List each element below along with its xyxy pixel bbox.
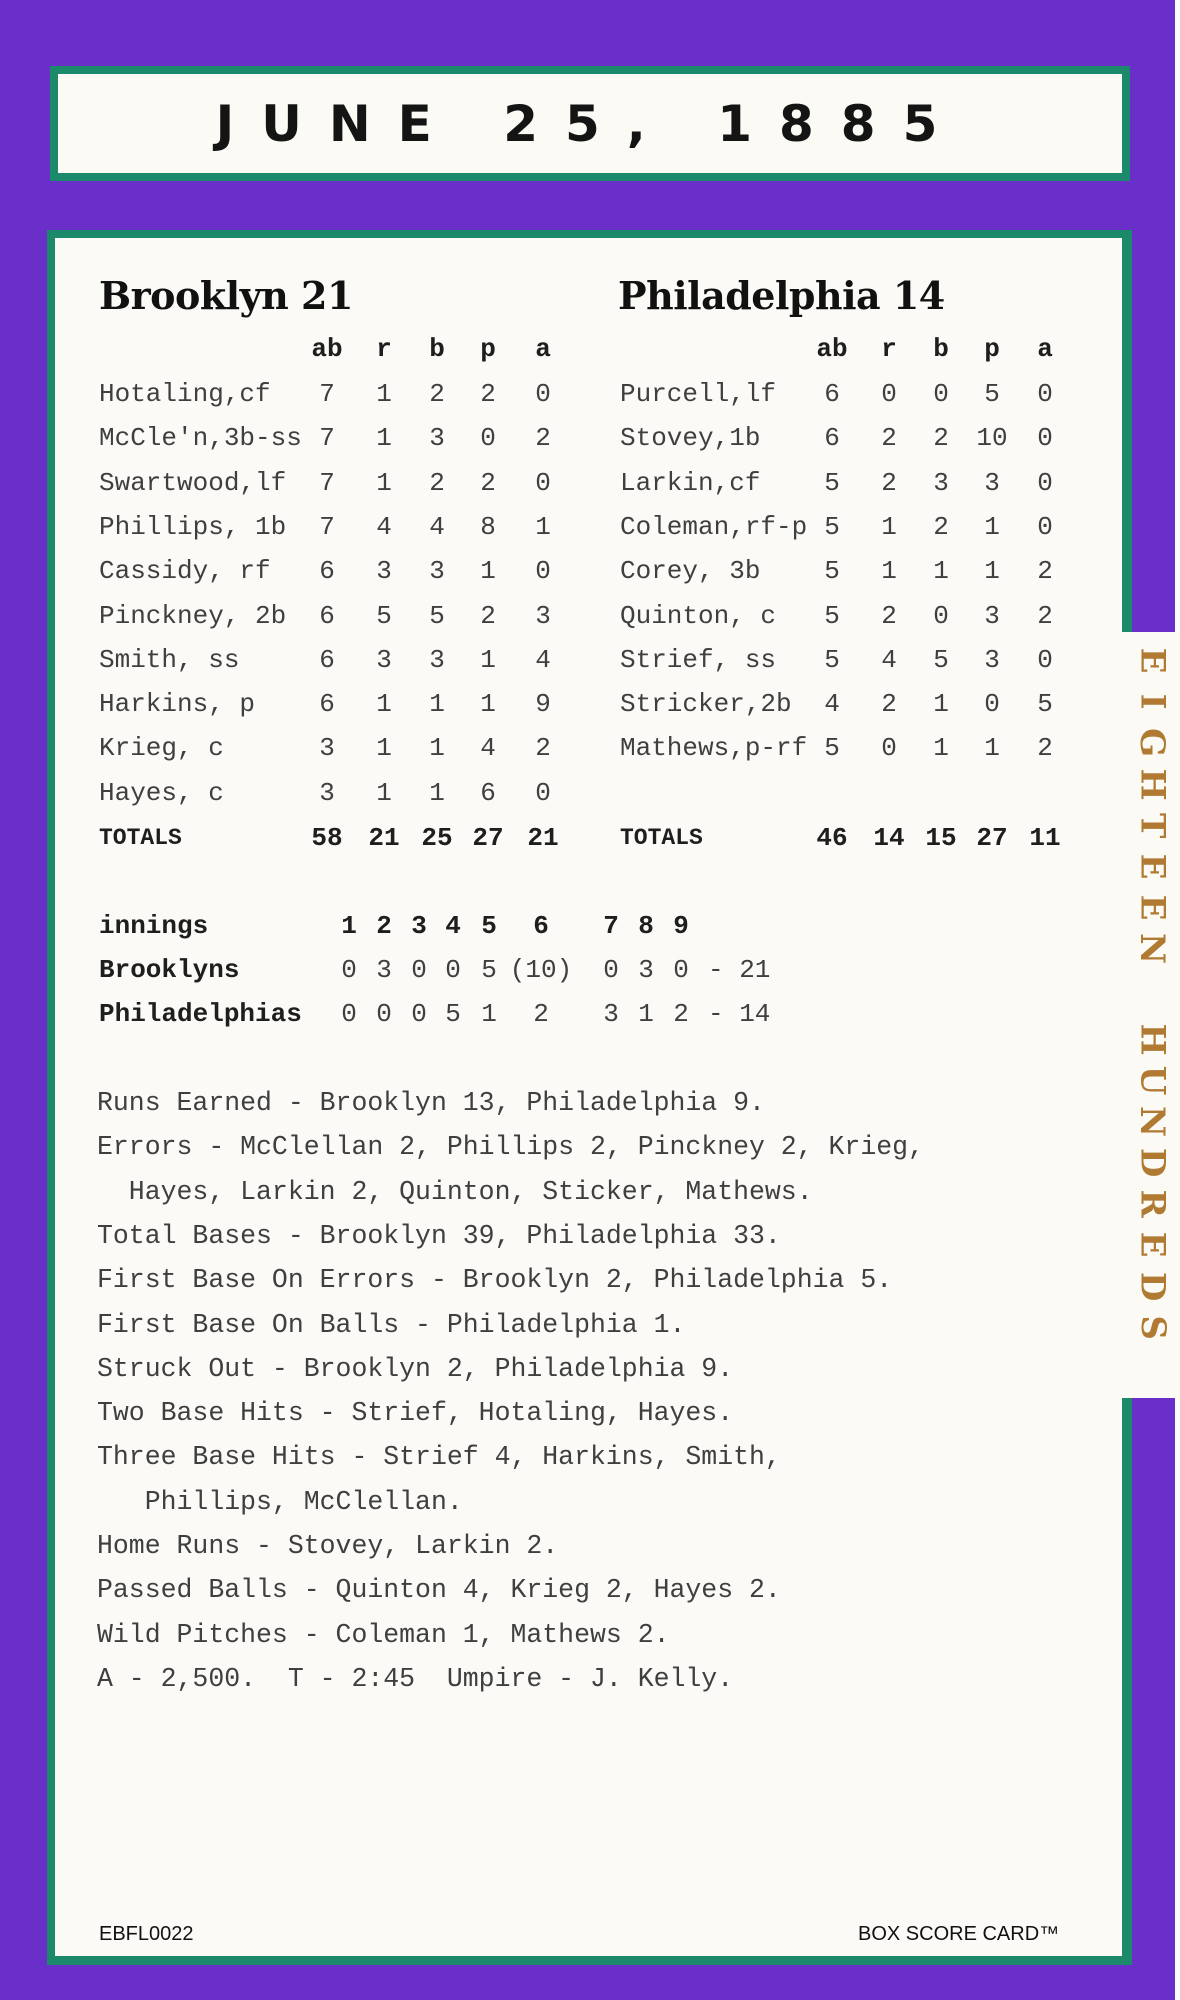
- home-player-ab: 3: [319, 777, 335, 808]
- inning-score: 0: [341, 955, 357, 985]
- home-player-ab: 6: [319, 600, 335, 631]
- away-player-name: Mathews,p-rf: [620, 733, 808, 764]
- away-player-p: 3: [984, 644, 1000, 675]
- home-player-r: 5: [376, 600, 392, 631]
- game-note: Passed Balls - Quinton 4, Krieg 2, Hayes 2.: [97, 1575, 781, 1606]
- home-player-ab: 6: [319, 556, 335, 587]
- home-player-a: 3: [535, 600, 551, 631]
- home-player-name: Smith, ss: [99, 644, 240, 675]
- home-player-p: 1: [480, 644, 496, 675]
- away-player-r: 2: [881, 467, 897, 498]
- home-player-r: 1: [376, 777, 392, 808]
- away-player-r: 2: [881, 423, 897, 454]
- game-note: First Base On Errors - Brooklyn 2, Philadelphia 5.: [97, 1265, 893, 1296]
- away-player-name: Purcell,lf: [620, 379, 777, 409]
- away-player-ab: 5: [824, 733, 840, 764]
- away-header-r: r: [881, 334, 897, 364]
- home-player-b: 3: [429, 556, 445, 587]
- home-player-ab: 6: [319, 689, 335, 720]
- away-player-name: Strief, ss: [620, 644, 777, 675]
- linescore-team: Philadelphias: [99, 999, 302, 1029]
- home-player-name: Pinckney, 2b: [99, 600, 287, 631]
- away-header-p: p: [984, 334, 1000, 364]
- away-player-name: Corey, 3b: [620, 556, 761, 587]
- away-player-ab: 6: [824, 423, 840, 454]
- away-player-p: 3: [984, 467, 1000, 498]
- away-player-ab: 6: [824, 379, 840, 409]
- linescore-team: Brooklyns: [99, 955, 240, 985]
- away-header-a: a: [1037, 334, 1053, 364]
- side-tab-letter: D: [1132, 1271, 1173, 1301]
- away-player-a: 0: [1037, 644, 1053, 675]
- side-tab-letter: E: [1132, 1232, 1173, 1258]
- away-player-p: 1: [984, 556, 1000, 587]
- home-player-ab: 7: [319, 379, 335, 409]
- home-player-a: 0: [535, 556, 551, 587]
- home-player-a: 0: [535, 467, 551, 498]
- side-tab-letter: [1125, 988, 1174, 1000]
- side-tab-label: [1126, 640, 1172, 1348]
- away-totals-b: 15: [925, 823, 957, 853]
- away-player-r: 0: [881, 379, 897, 409]
- inning-score: 0: [673, 955, 689, 985]
- away-player-ab: 5: [824, 644, 840, 675]
- page-title: JUNE 25, 1885: [215, 94, 965, 153]
- inning-score: 2: [533, 999, 549, 1029]
- home-header-p: p: [480, 334, 496, 364]
- linescore-label: innings: [99, 911, 209, 941]
- away-player-ab: 5: [824, 511, 840, 542]
- side-tab-letter: R: [1132, 1189, 1173, 1218]
- away-player-a: 0: [1037, 423, 1053, 454]
- away-header-ab: ab: [816, 334, 848, 364]
- home-player-a: 1: [535, 511, 551, 542]
- home-player-p: 2: [480, 467, 496, 498]
- game-note: Phillips, McClellan.: [97, 1486, 463, 1517]
- home-player-b: 2: [429, 467, 445, 498]
- card-code: EBFL0022: [99, 1923, 194, 1945]
- home-player-p: 1: [480, 689, 496, 720]
- home-header-a: a: [535, 334, 551, 364]
- home-player-ab: 3: [319, 733, 335, 764]
- side-tab-letter: S: [1132, 1315, 1173, 1340]
- away-player-r: 2: [881, 689, 897, 720]
- away-player-b: 3: [933, 467, 949, 498]
- home-player-name: Harkins, p: [99, 689, 256, 720]
- away-header-b: b: [933, 334, 949, 364]
- away-player-b: 5: [933, 644, 949, 675]
- away-player-r: 0: [881, 733, 897, 764]
- away-player-p: 1: [984, 733, 1000, 764]
- away-player-r: 1: [881, 511, 897, 542]
- home-player-name: Phillips, 1b: [99, 511, 287, 542]
- away-player-p: 0: [984, 689, 1000, 720]
- game-note: Wild Pitches - Coleman 1, Mathews 2.: [97, 1619, 670, 1650]
- home-player-a: 2: [535, 423, 551, 454]
- home-player-name: Hayes, c: [99, 777, 224, 808]
- away-player-a: 0: [1037, 467, 1053, 498]
- linescore-total: - 21: [708, 955, 771, 985]
- side-tab-letter: E: [1132, 647, 1173, 674]
- date-header: [50, 66, 1130, 181]
- away-player-p: 5: [984, 379, 1000, 409]
- away-player-p: 10: [976, 423, 1008, 454]
- inning-score: (10): [509, 955, 573, 985]
- side-tab-letter: E: [1132, 853, 1173, 880]
- inning-number: 6: [533, 911, 549, 941]
- home-player-p: 8: [480, 511, 496, 542]
- home-player-b: 5: [429, 600, 445, 631]
- game-note: Home Runs - Stovey, Larkin 2.: [97, 1531, 559, 1561]
- side-tab-letter: H: [1132, 768, 1173, 801]
- home-player-name: Swartwood,lf: [99, 467, 287, 498]
- home-player-a: 4: [535, 644, 551, 675]
- home-totals-b: 25: [421, 823, 453, 853]
- home-player-name: Hotaling,cf: [99, 379, 271, 409]
- home-player-name: Krieg, c: [99, 733, 224, 764]
- away-player-r: 1: [881, 556, 897, 587]
- side-tab-letter: T: [1132, 812, 1173, 838]
- inning-score: 2: [673, 999, 689, 1029]
- away-player-r: 2: [881, 600, 897, 631]
- away-totals-label: TOTALS: [620, 825, 703, 851]
- inning-score: 3: [603, 999, 619, 1029]
- home-player-b: 1: [429, 733, 445, 764]
- home-player-p: 6: [480, 777, 496, 808]
- home-player-r: 1: [376, 689, 392, 720]
- home-player-a: 2: [535, 733, 551, 764]
- home-player-b: 1: [429, 777, 445, 808]
- away-player-a: 2: [1037, 600, 1053, 631]
- inning-number: 7: [603, 911, 619, 941]
- inning-number: 3: [411, 911, 427, 941]
- away-player-b: 2: [933, 423, 949, 454]
- away-totals-a: 11: [1029, 823, 1061, 853]
- home-player-p: 1: [480, 556, 496, 587]
- home-player-b: 4: [429, 511, 445, 542]
- home-player-a: 0: [535, 777, 551, 808]
- home-player-p: 0: [480, 423, 496, 454]
- away-player-b: 1: [933, 556, 949, 587]
- away-player-name: Coleman,rf-p: [620, 511, 808, 542]
- home-player-r: 1: [376, 379, 392, 409]
- inning-score: 0: [411, 999, 427, 1029]
- away-player-r: 4: [881, 644, 897, 675]
- away-player-name: Stovey,1b: [620, 423, 761, 454]
- home-totals-a: 21: [527, 823, 559, 853]
- home-player-p: 4: [480, 733, 496, 764]
- home-header-ab: ab: [311, 334, 343, 364]
- away-player-name: Quinton, c: [620, 600, 777, 631]
- game-note: Struck Out - Brooklyn 2, Philadelphia 9.: [97, 1353, 734, 1384]
- home-player-r: 1: [376, 733, 392, 764]
- date-header-panel: [58, 74, 1122, 173]
- away-player-ab: 5: [824, 556, 840, 587]
- away-player-ab: 5: [824, 467, 840, 498]
- home-player-name: Cassidy, rf: [99, 556, 271, 587]
- side-tab-letter: G: [1132, 728, 1173, 758]
- away-player-a: 2: [1037, 556, 1053, 587]
- side-tab-letter: D: [1132, 1147, 1173, 1178]
- inning-number: 4: [445, 911, 461, 941]
- game-note: First Base On Balls - Philadelphia 1.: [97, 1309, 686, 1340]
- inning-score: 0: [376, 999, 392, 1029]
- home-player-r: 3: [376, 556, 392, 587]
- inning-score: 1: [481, 999, 497, 1029]
- home-team-title: Brooklyn 21: [99, 273, 353, 318]
- home-player-r: 1: [376, 423, 392, 454]
- away-totals-r: 14: [873, 823, 905, 853]
- away-player-ab: 4: [824, 689, 840, 720]
- game-note: A - 2,500. T - 2:45 Umpire - J. Kelly.: [97, 1663, 734, 1694]
- home-player-b: 2: [429, 379, 445, 409]
- away-player-b: 0: [933, 379, 949, 409]
- game-note: Two Base Hits - Strief, Hotaling, Hayes.: [97, 1398, 734, 1429]
- inning-score: 5: [445, 999, 461, 1029]
- home-player-name: McCle'n,3b-ss: [99, 423, 302, 454]
- inning-score: 0: [603, 955, 619, 985]
- linescore-total: - 14: [708, 999, 771, 1029]
- inning-score: 0: [445, 955, 461, 985]
- away-player-b: 0: [933, 600, 949, 631]
- game-note: Hayes, Larkin 2, Quinton, Sticker, Mathews.: [97, 1176, 813, 1207]
- side-tab-letter: N: [1132, 933, 1173, 965]
- home-player-ab: 7: [319, 467, 335, 498]
- away-player-b: 2: [933, 511, 949, 542]
- home-player-a: 9: [535, 689, 551, 720]
- away-player-b: 1: [933, 689, 949, 720]
- away-player-p: 1: [984, 511, 1000, 542]
- away-player-a: 0: [1037, 511, 1053, 542]
- inning-number: 8: [638, 911, 654, 941]
- brand-label: BOX SCORE CARD™: [858, 1923, 1060, 1945]
- side-tab-letter: H: [1132, 1023, 1173, 1056]
- home-header-r: r: [376, 334, 392, 364]
- away-player-b: 1: [933, 733, 949, 764]
- inning-number: 2: [376, 911, 392, 941]
- inning-score: 3: [376, 955, 392, 985]
- away-player-name: Larkin,cf: [620, 467, 761, 498]
- home-totals-r: 21: [368, 823, 400, 853]
- away-totals-ab: 46: [816, 823, 848, 853]
- away-player-name: Stricker,2b: [620, 689, 792, 720]
- inning-score: 3: [638, 955, 654, 985]
- home-player-b: 3: [429, 644, 445, 675]
- game-note: Three Base Hits - Strief 4, Harkins, Smith,: [97, 1442, 781, 1473]
- inning-number: 1: [341, 911, 357, 941]
- home-totals-p: 27: [472, 823, 504, 853]
- away-player-ab: 5: [824, 600, 840, 631]
- home-totals-ab: 58: [311, 823, 343, 853]
- home-totals-label: TOTALS: [99, 825, 182, 851]
- home-header-b: b: [429, 334, 445, 364]
- game-note: Total Bases - Brooklyn 39, Philadelphia 33.: [97, 1220, 781, 1251]
- home-player-p: 2: [480, 600, 496, 631]
- side-tab-letter: I: [1132, 693, 1173, 710]
- away-player-a: 0: [1037, 379, 1053, 409]
- away-totals-p: 27: [976, 823, 1008, 853]
- inning-score: 5: [481, 955, 497, 985]
- home-player-r: 1: [376, 467, 392, 498]
- home-player-ab: 7: [319, 511, 335, 542]
- side-tab-letter: N: [1132, 1105, 1173, 1138]
- home-player-p: 2: [480, 379, 496, 409]
- inning-score: 1: [638, 999, 654, 1029]
- home-player-ab: 7: [319, 423, 335, 454]
- side-tab-letter: E: [1132, 894, 1173, 921]
- away-team-title: Philadelphia 14: [618, 273, 945, 318]
- home-player-a: 0: [535, 379, 551, 409]
- inning-number: 9: [673, 911, 689, 941]
- side-tab-letter: U: [1132, 1065, 1173, 1096]
- home-player-r: 4: [376, 511, 392, 542]
- away-player-a: 2: [1037, 733, 1053, 764]
- game-note: Runs Earned - Brooklyn 13, Philadelphia 9.: [97, 1088, 765, 1118]
- home-player-b: 1: [429, 689, 445, 720]
- away-player-a: 5: [1037, 689, 1053, 720]
- game-note: Errors - McClellan 2, Phillips 2, Pinckney 2, Krieg,: [97, 1132, 924, 1163]
- home-player-b: 3: [429, 423, 445, 454]
- away-player-p: 3: [984, 600, 1000, 631]
- inning-score: 0: [411, 955, 427, 985]
- home-player-ab: 6: [319, 644, 335, 675]
- inning-score: 0: [341, 999, 357, 1029]
- home-player-r: 3: [376, 644, 392, 675]
- inning-number: 5: [481, 911, 497, 941]
